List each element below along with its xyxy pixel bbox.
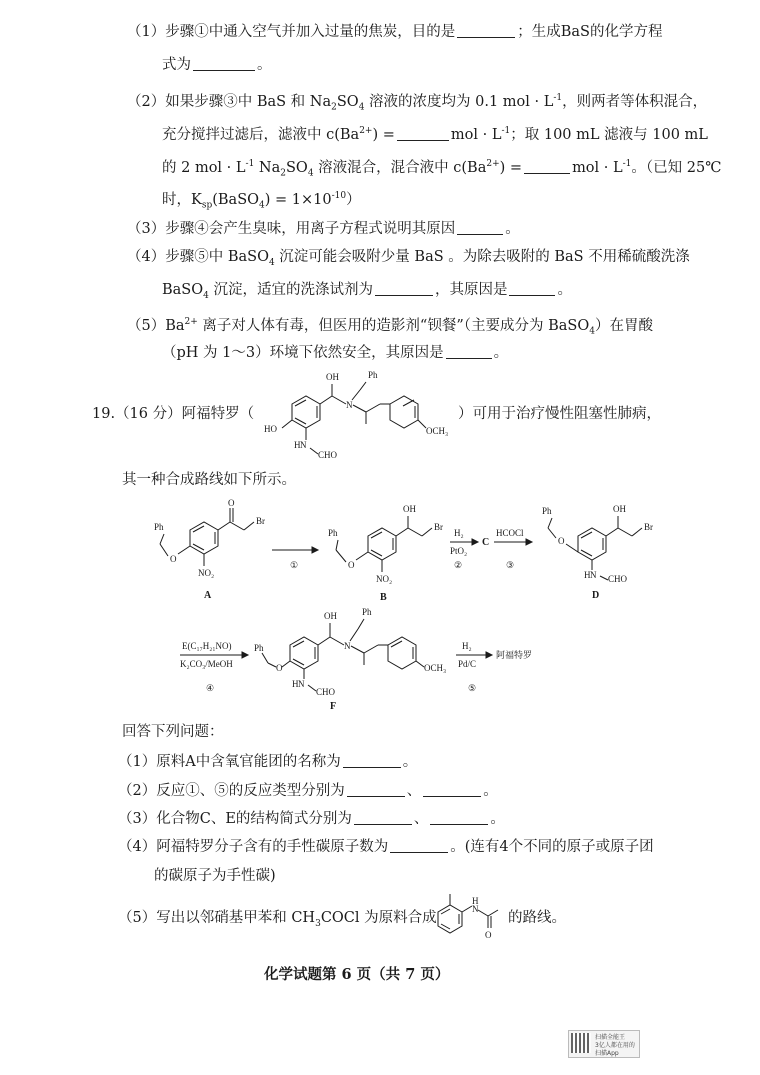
q19-part2: （2）反应①、⑤的反应类型分别为 、 。 (118, 783, 498, 799)
svg-text:Ph: Ph (368, 370, 378, 380)
svg-text:Ph: Ph (542, 506, 552, 516)
q19-part1: （1）原料A中含氧官能团的名称为 。 (118, 754, 418, 770)
svg-text:Br: Br (434, 522, 443, 532)
answer-blank[interactable] (375, 281, 433, 296)
svg-text:④: ④ (206, 683, 215, 693)
svg-text:OH: OH (326, 372, 339, 382)
svg-text:OH: OH (324, 611, 337, 621)
answer-intro: 回答下列问题： (122, 724, 224, 740)
svg-text:CHO: CHO (316, 687, 336, 697)
q18-part1-line2: 式为 。 (162, 57, 272, 73)
q18-part2-line4: 时，$K_{sp}(BaSO_4) = 1\times 10^{-10}$） (162, 191, 361, 211)
answer-blank[interactable] (347, 782, 405, 797)
q19-part4-line2: 的碳原子为手性碳) (154, 868, 276, 884)
answer-blank[interactable] (509, 281, 555, 296)
svg-text:H: H (292, 679, 299, 689)
answer-blank[interactable] (354, 810, 412, 825)
page-footer: 化学试题第 6 页（共 7 页） (264, 966, 450, 983)
svg-text:N: N (346, 400, 353, 410)
svg-text:O: O (276, 663, 283, 673)
svg-text:H: H (294, 440, 301, 450)
q18-part4-line2: BaSO$_4$ 沉淀，适宜的洗涤试剂为 ，其原因是 。 (162, 282, 572, 301)
svg-text:H: H (472, 896, 479, 906)
q18-part5-line2: （pH 为 1～3）环境下依然安全，其原因是 。 (162, 345, 509, 361)
q19-header-b: ）可用于治疗慢性阻塞性肺病， (458, 406, 661, 422)
q19-part5-a: （5）写出以邻硝基甲苯和 $CH_3COCl$ 为原料合成 (118, 910, 437, 929)
compound-B-structure (328, 504, 443, 603)
answer-blank[interactable] (397, 126, 449, 141)
svg-text:O: O (558, 536, 565, 546)
answer-blank[interactable] (390, 838, 448, 853)
svg-text:E(C₁₇H₂₁NO): E(C₁₇H₂₁NO) (182, 641, 232, 651)
answer-blank[interactable] (193, 56, 255, 71)
synthesis-scheme-row2 (150, 605, 710, 715)
svg-text:C: C (482, 537, 490, 548)
answer-blank[interactable] (430, 810, 488, 825)
compound-F-structure (254, 607, 446, 712)
svg-text:D: D (592, 590, 600, 601)
q19-header-a: 19.（16 分）阿福特罗（ (92, 406, 255, 422)
svg-text:N: N (472, 904, 479, 914)
svg-text:CHO: CHO (608, 574, 628, 584)
svg-text:Ph: Ph (254, 643, 264, 653)
svg-text:A: A (204, 590, 212, 601)
svg-text:阿福特罗: 阿福特罗 (496, 650, 533, 660)
answer-blank[interactable] (423, 782, 481, 797)
svg-text:N: N (590, 570, 597, 580)
svg-text:NO₂: NO₂ (198, 568, 215, 578)
answer-blank[interactable] (457, 23, 515, 38)
svg-text:K₂CO₃/MeOH: K₂CO₃/MeOH (180, 659, 233, 669)
svg-text:Ph: Ph (362, 607, 372, 617)
svg-text:HCOCl: HCOCl (496, 528, 524, 538)
svg-text:O: O (228, 498, 235, 508)
q18-part2-line1: （2）如果步骤③中 BaS 和 $Na_2SO_4$ 溶液的浓度均为 0.1 mol · $L^{-1}$，则两者等体积混合， (127, 93, 708, 113)
q18-part5-line1: $(5)Ba^{2+}$ 离子对人体有毒，但医用的造影剂“钡餐”（主要成分为 BaSO$_4$）在胃酸 (127, 317, 653, 337)
synthesis-scheme-row1 (150, 500, 750, 605)
target-amide-structure (428, 890, 508, 948)
svg-text:OH: OH (403, 504, 416, 514)
q18-part2-line2: 充分搅拌过滤后，滤液中 $c(Ba^{2+})$ = mol · $L^{-1}$；取 100 mL 滤液与 100 mL (162, 126, 708, 143)
q19-part4-line1: （4）阿福特罗分子含有的手性碳原子数为 。(连有4个不同的原子或原子团 (118, 839, 654, 855)
svg-text:②: ② (454, 560, 463, 570)
answer-blank[interactable] (343, 753, 401, 768)
svg-text:N: N (300, 440, 307, 450)
svg-text:B: B (380, 592, 387, 603)
q18-part2-line3: 的 2 mol · $L^{-1}$ $Na_2SO_4$ 溶液混合，混合液中 $c(Ba^{2+})$ = mol · $L^{-1}$。（已知 25℃ (162, 159, 722, 179)
compound-D-structure (542, 504, 653, 601)
svg-text:O: O (170, 554, 177, 564)
q18-part3: （3）步骤④会产生臭味，用离子方程式说明其原因 。 (127, 221, 520, 237)
svg-text:H₂: H₂ (462, 641, 472, 651)
svg-text:H₂: H₂ (454, 528, 464, 538)
svg-text:N: N (298, 679, 305, 689)
svg-text:OH: OH (613, 504, 626, 514)
svg-text:PtO₂: PtO₂ (450, 546, 468, 556)
qr-code-icon (571, 1033, 591, 1053)
scanner-watermark: 扫描全能王 3亿人都在用的扫描App (568, 1030, 640, 1058)
svg-text:O: O (485, 930, 492, 940)
svg-text:HO: HO (264, 424, 277, 434)
q19-part3: （3）化合物C、E的结构简式分别为 、 。 (118, 811, 505, 827)
q18-part4-line1: （4）步骤⑤中 BaSO$_4$ 沉淀可能会吸附少量 BaS 。为除去吸附的 BaS 不用稀硫酸洗涤 (127, 249, 690, 268)
svg-text:Ph: Ph (154, 522, 164, 532)
svg-text:⑤: ⑤ (468, 683, 477, 693)
svg-text:Br: Br (256, 516, 265, 526)
svg-text:F: F (330, 701, 337, 712)
svg-text:OCH₃: OCH₃ (426, 426, 449, 436)
answer-blank[interactable] (446, 344, 492, 359)
svg-text:Ph: Ph (328, 528, 338, 538)
compound-A-structure (154, 498, 265, 601)
arformoterol-structure (262, 368, 462, 460)
answer-blank[interactable] (457, 220, 503, 235)
svg-text:OCH₃: OCH₃ (424, 663, 447, 673)
svg-text:CHO: CHO (318, 450, 338, 460)
answer-blank[interactable] (524, 159, 570, 174)
svg-text:Br: Br (644, 522, 653, 532)
svg-text:③: ③ (506, 560, 515, 570)
q18-part1-line1: （1）步骤①中通入空气并加入过量的焦炭，目的是 ；生成BaS的化学方程 (127, 24, 663, 40)
svg-text:NO₂: NO₂ (376, 574, 393, 584)
svg-text:N: N (344, 641, 351, 651)
svg-text:H: H (584, 570, 591, 580)
svg-text:①: ① (290, 560, 299, 570)
svg-text:Pd/C: Pd/C (458, 659, 477, 669)
svg-text:O: O (348, 560, 355, 570)
route-intro: 其一种合成路线如下所示。 (122, 472, 296, 488)
q19-part5-b: 的路线。 (508, 910, 566, 926)
